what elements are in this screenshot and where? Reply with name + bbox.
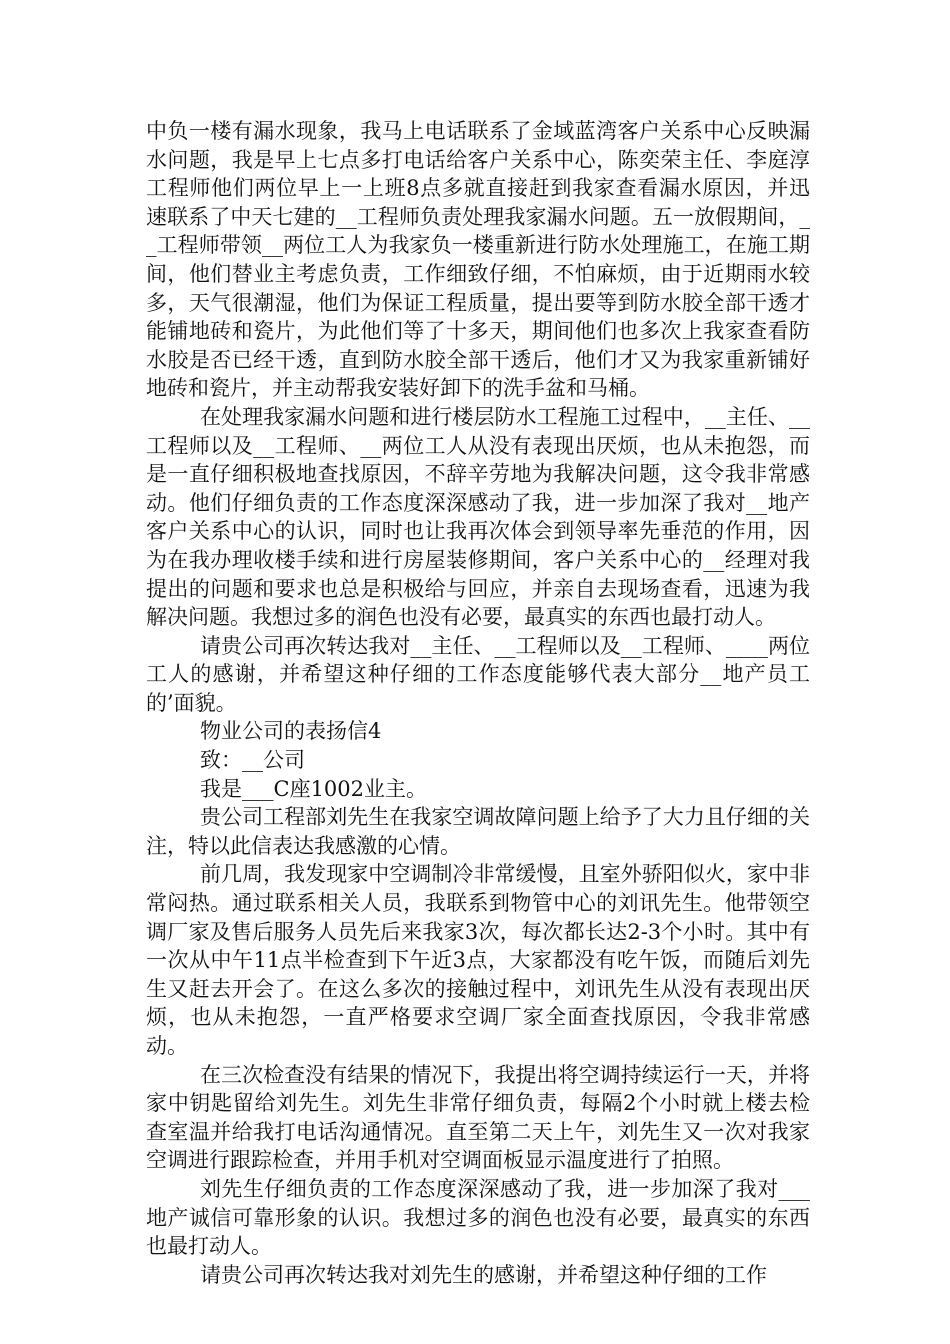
- document-body: [146, 117, 810, 1289]
- paragraph-1: 中负一楼有漏水现象，我马上电话联系了金域蓝湾客户关系中心反映漏水问题，我是早上七点多打电话给客户关系中心，陈奕荣主任、李庭淳工程师他们两位早上一上班8点多就直接赶到我家查看漏水原因，并迅速联系了中天七建的__工程师负责处理我家漏水问题。五一放假期间，__工程师带领__两位工人为我家负一楼重新进行防水处理施工，在施工期间，他们替业主考虑负责，工作细致仔细，不怕麻烦，由于近期雨水较多，天气很潮湿，他们为保证工程质量，提出要等到防水胶全部干透才能铺地砖和瓷片，为此他们等了十多天，期间他们也多次上我家查看防水胶是否已经干透，直到防水胶全部干透后，他们才又为我家重新铺好地砖和瓷片，并主动帮我安装好卸下的洗手盆和马桶。: [146, 119, 810, 401]
- letter-heading: 物业公司的表扬信4: [200, 719, 382, 744]
- paragraph-7: 贵公司工程部刘先生在我家空调故障问题上给予了大力且仔细的关注，特以此信表达我感激的心情。: [146, 805, 810, 858]
- letter-recipient: 致：__公司: [200, 748, 305, 773]
- paragraph-2: 在处理我家漏水问题和进行楼层防水工程施工过程中，__主任、__工程师以及__工程师、__两位工人从没有表现出厌烦，也从未抱怨，而是一直仔细积极地查找原因，不辞辛劳地为我解决问题，这令我非常感动。他们仔细负责的工作态度深深感动了我，进一步加深了我对__地产客户关系中心的认识，同时也让我再次体会到领导率先垂范的作用，因为在我办理收楼手续和进行房屋装修期间，客户关系中心的__经理对我提出的问题和要求也总是积极给与回应，并亲自去现场查看，迅速为我解决问题。我想过多的润色也没有必要，最真实的东西也最打动人。: [146, 404, 810, 630]
- paragraph-11: 请贵公司再次转达我对刘先生的感谢，并希望这种仔细的工作: [200, 1262, 767, 1287]
- paragraph-8: 前几周，我发现家中空调制冷非常缓慢，且室外骄阳似火，家中非常闷热。通过联系相关人员，我联系到物管中心的刘讯先生。他带领空调厂家及售后服务人员先后来我家3次，每次都长达2-3个小时。其中有一次从中午11点半检查到下午近3点，大家都没有吃午饭，而随后刘先生又赶去开会了。在这么多次的接触过程中，刘讯先生从没有表现出厌烦，也从未抱怨，一直严格要求空调厂家全面查找原因，令我非常感动。: [146, 862, 810, 1058]
- paragraph-9: 在三次检查没有结果的情况下，我提出将空调持续运行一天，并将家中钥匙留给刘先生。刘先生非常仔细负责，每隔2个小时就上楼去检查室温并给我打电话沟通情况。直至第二天上午，刘先生又一次对我家空调进行跟踪检查，并用手机对空调面板显示温度进行了拍照。: [146, 1062, 810, 1173]
- letter-sender: 我是___C座1002业主。: [200, 776, 428, 801]
- paragraph-10: 刘先生仔细负责的工作态度深深感动了我，进一步加深了我对___地产诚信可靠形象的认识。我想过多的润色也没有必要，最真实的东西也最打动人。: [146, 1176, 810, 1259]
- paragraph-3: 请贵公司再次转达我对__主任、__工程师以及__工程师、____两位工人的感谢，并希望这种仔细的工作态度能够代表大部分__地产员工的’面貌。: [146, 633, 810, 715]
